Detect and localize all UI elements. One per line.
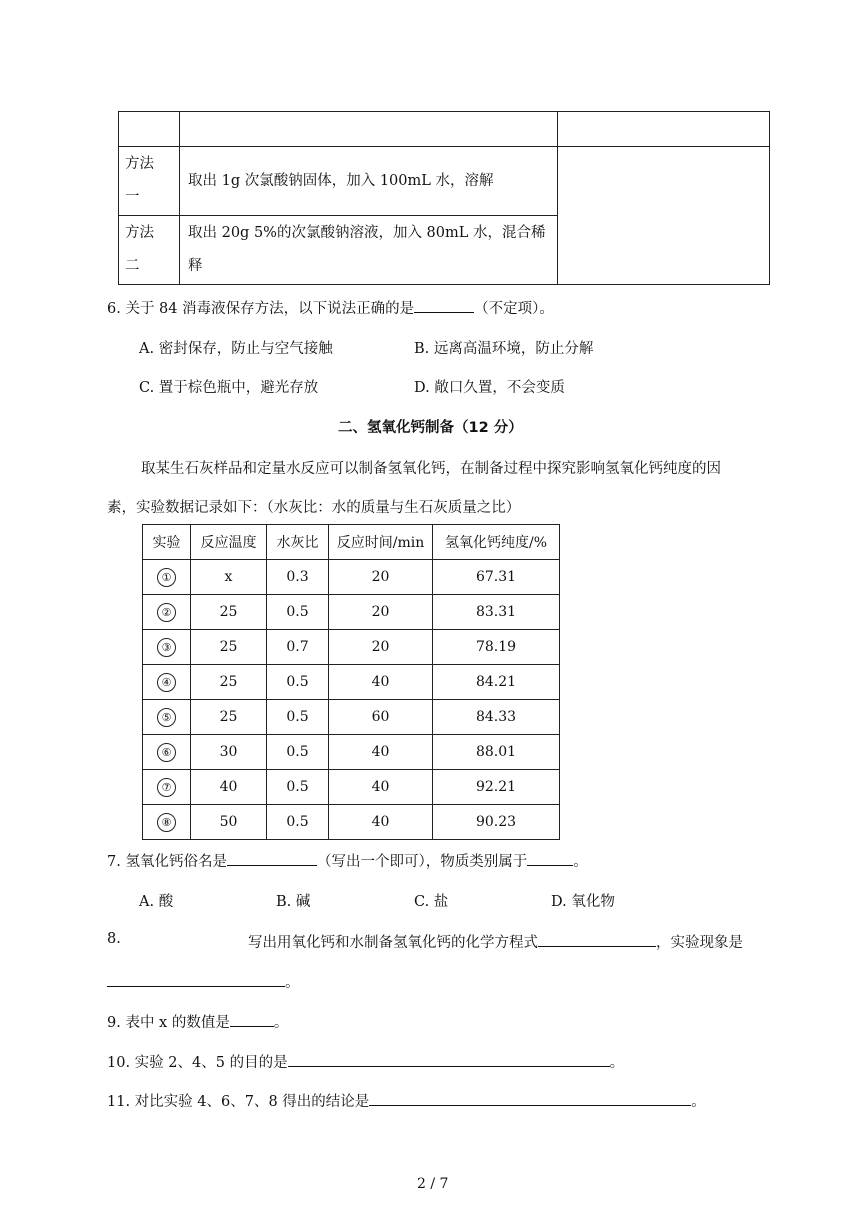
purity-value-cell <box>433 770 560 805</box>
table-header: 反应时间/min <box>329 525 433 560</box>
method-label <box>119 216 180 285</box>
method-desc-text: 取出 1g 次氯酸钠固体，加入 100mL 水，溶解 <box>188 172 494 189</box>
method-label <box>119 147 180 216</box>
question-10 <box>107 1051 624 1072</box>
purity-value-cell <box>433 700 560 735</box>
purity-value: 78.19 <box>475 639 517 655</box>
table-row <box>143 735 560 770</box>
question-11 <box>107 1090 706 1111</box>
table-header-row <box>143 525 560 560</box>
question-9 <box>107 1011 288 1032</box>
reaction-time: 20 <box>371 639 390 655</box>
reaction-time: 40 <box>371 744 390 760</box>
option-c: C. 置于棕色瓶中，避光存放 <box>139 380 319 396</box>
question-8-mid: ，实验现象是 <box>656 935 743 951</box>
empty-cell <box>558 147 770 285</box>
table-row <box>143 700 560 735</box>
question-10-stem: 10. 实验 2、4、5 的目的是 <box>107 1055 288 1071</box>
option-d: D. 氧化物 <box>551 894 615 910</box>
experiment-id: ② <box>157 603 176 622</box>
water-lime-ratio-cell <box>267 665 329 700</box>
experiment-id-cell <box>143 805 191 840</box>
reaction-temperature: 25 <box>219 604 238 620</box>
table-header: 实验 <box>143 525 191 560</box>
reaction-time-cell <box>329 630 433 665</box>
question-9-stem: 9. 表中 x 的数值是 <box>107 1015 230 1031</box>
question-7-stem: 7. 氢氧化钙俗名是 <box>107 854 227 870</box>
purity-value: 88.01 <box>475 744 517 760</box>
answer-blank[interactable] <box>369 1091 691 1106</box>
reaction-temperature-cell <box>191 665 267 700</box>
question-11-end: 。 <box>691 1094 706 1110</box>
answer-blank[interactable] <box>527 851 573 866</box>
purity-value-cell <box>433 595 560 630</box>
reaction-temperature-cell <box>191 560 267 595</box>
reaction-time: 20 <box>371 604 390 620</box>
water-lime-ratio: 0.5 <box>286 779 309 795</box>
purity-value-cell <box>433 630 560 665</box>
reaction-temperature: 40 <box>219 779 238 795</box>
method-desc-text: 取出 20g 5%的次氯酸钠溶液，加入 80mL 水，混合稀 <box>188 225 546 241</box>
experiment-id: ⑦ <box>157 778 176 797</box>
purity-value-cell <box>433 665 560 700</box>
purity-value-cell <box>433 560 560 595</box>
answer-blank[interactable] <box>538 932 656 947</box>
water-lime-ratio: 0.5 <box>286 709 309 725</box>
option-a: A. 密封保存，防止与空气接触 <box>139 341 333 357</box>
reaction-temperature-cell <box>191 805 267 840</box>
experiment-id: ⑥ <box>157 743 176 762</box>
question-8-cont <box>107 971 300 992</box>
question-7-mid: （写出一个即可），物质类别属于 <box>316 854 528 870</box>
method-label-text: 一 <box>125 189 140 205</box>
water-lime-ratio: 0.3 <box>286 569 309 585</box>
reaction-time-cell <box>329 700 433 735</box>
empty-cell <box>119 112 180 147</box>
water-lime-ratio-cell <box>267 630 329 665</box>
reaction-temperature: 25 <box>219 709 238 725</box>
reaction-time: 40 <box>371 814 390 830</box>
question-9-end: 。 <box>273 1015 289 1031</box>
method-label-text: 方法 <box>125 225 154 241</box>
water-lime-ratio: 0.7 <box>286 639 309 655</box>
reaction-time-cell <box>329 805 433 840</box>
experiment-id: ⑤ <box>157 708 176 727</box>
method-row-1 <box>119 147 770 216</box>
answer-blank[interactable] <box>288 1052 610 1067</box>
reaction-time: 20 <box>371 569 390 585</box>
section-intro: 取某生石灰样品和定量水反应可以制备氢氧化钙，在制备过程中探究影响氢氧化钙纯度的因 <box>141 461 721 477</box>
experiment-id-cell <box>143 630 191 665</box>
reaction-temperature: 30 <box>219 744 238 760</box>
method-label-text: 方法 <box>125 156 154 172</box>
experiment-id-cell <box>143 560 191 595</box>
section-title: 二、氢氧化钙制备（12 分） <box>338 420 523 436</box>
water-lime-ratio-cell <box>267 595 329 630</box>
question-11-stem: 11. 对比实验 4、6、7、8 得出的结论是 <box>107 1094 370 1110</box>
question-7 <box>107 850 588 871</box>
reaction-time-cell <box>329 770 433 805</box>
purity-value: 83.31 <box>475 604 517 620</box>
question-6 <box>107 297 554 318</box>
answer-blank[interactable] <box>107 972 285 987</box>
reaction-temperature-cell <box>191 735 267 770</box>
purity-value: 67.31 <box>475 569 517 585</box>
experiment-id: ③ <box>157 638 176 657</box>
purity-value: 92.21 <box>475 779 517 795</box>
reaction-temperature: x <box>224 569 233 585</box>
water-lime-ratio-cell <box>267 700 329 735</box>
option-b: B. 远离高温环境，防止分解 <box>414 341 594 357</box>
reaction-time-cell <box>329 665 433 700</box>
reaction-temperature: 25 <box>219 639 238 655</box>
water-lime-ratio-cell <box>267 805 329 840</box>
purity-value: 90.23 <box>475 814 517 830</box>
experiment-id-cell <box>143 770 191 805</box>
experiment-id-cell <box>143 665 191 700</box>
water-lime-ratio: 0.5 <box>286 744 309 760</box>
reaction-temperature-cell <box>191 770 267 805</box>
reaction-temperature: 50 <box>219 814 238 830</box>
answer-blank[interactable] <box>227 851 317 866</box>
method-label-text: 二 <box>125 258 140 274</box>
option-a: A. 酸 <box>139 894 174 910</box>
reaction-time: 40 <box>371 674 390 690</box>
method-table-header-row <box>119 112 770 147</box>
reaction-time-cell <box>329 735 433 770</box>
experiment-id: ① <box>157 568 176 587</box>
reaction-temperature: 25 <box>219 674 238 690</box>
answer-blank[interactable] <box>414 298 474 313</box>
table-row <box>143 770 560 805</box>
answer-blank[interactable] <box>230 1012 274 1027</box>
table-row <box>143 630 560 665</box>
water-lime-ratio-cell <box>267 735 329 770</box>
page-number: 2 / 7 <box>417 1176 449 1192</box>
reaction-time-cell <box>329 560 433 595</box>
reaction-time-cell <box>329 595 433 630</box>
purity-value: 84.21 <box>475 674 517 690</box>
question-8-end: 。 <box>285 975 300 991</box>
method-table <box>118 111 770 285</box>
option-c: C. 盐 <box>414 894 449 910</box>
experiment-id: ④ <box>157 673 176 692</box>
water-lime-ratio: 0.5 <box>286 604 309 620</box>
reaction-temperature-cell <box>191 595 267 630</box>
water-lime-ratio-cell <box>267 770 329 805</box>
purity-value-cell <box>433 735 560 770</box>
method-desc <box>180 216 558 285</box>
option-b: B. 碱 <box>276 894 311 910</box>
table-row <box>143 805 560 840</box>
water-lime-ratio: 0.5 <box>286 674 309 690</box>
table-header: 反应温度 <box>191 525 267 560</box>
question-8-number: 8. <box>107 931 121 947</box>
experiment-id: ⑧ <box>157 813 176 832</box>
method-desc-text: 释 <box>188 258 203 274</box>
table-row <box>143 560 560 595</box>
table-row <box>143 595 560 630</box>
water-lime-ratio-cell <box>267 560 329 595</box>
method-desc <box>180 147 558 216</box>
purity-value: 84.33 <box>475 709 517 725</box>
experiment-id-cell <box>143 700 191 735</box>
question-7-end: 。 <box>573 854 588 870</box>
table-header: 水灰比 <box>267 525 329 560</box>
experiment-id-cell <box>143 735 191 770</box>
reaction-temperature-cell <box>191 630 267 665</box>
question-6-stem: 6. 关于 84 消毒液保存方法，以下说法正确的是 <box>107 301 415 317</box>
question-6-suffix: （不定项）。 <box>474 301 554 317</box>
question-8 <box>248 931 743 952</box>
table-row <box>143 665 560 700</box>
reaction-time: 60 <box>371 709 390 725</box>
question-10-end: 。 <box>609 1055 625 1071</box>
reaction-temperature-cell <box>191 700 267 735</box>
table-header: 氢氧化钙纯度/% <box>433 525 560 560</box>
experiment-table <box>142 524 560 840</box>
empty-cell <box>558 112 770 147</box>
section-intro: 素，实验数据记录如下：（水灰比：水的质量与生石灰质量之比） <box>107 500 521 516</box>
empty-cell <box>180 112 558 147</box>
experiment-id-cell <box>143 595 191 630</box>
water-lime-ratio: 0.5 <box>286 814 309 830</box>
purity-value-cell <box>433 805 560 840</box>
reaction-time: 40 <box>371 779 390 795</box>
question-8-stem: 写出用氧化钙和水制备氢氧化钙的化学方程式 <box>248 935 538 951</box>
option-d: D. 敞口久置，不会变质 <box>414 380 565 396</box>
